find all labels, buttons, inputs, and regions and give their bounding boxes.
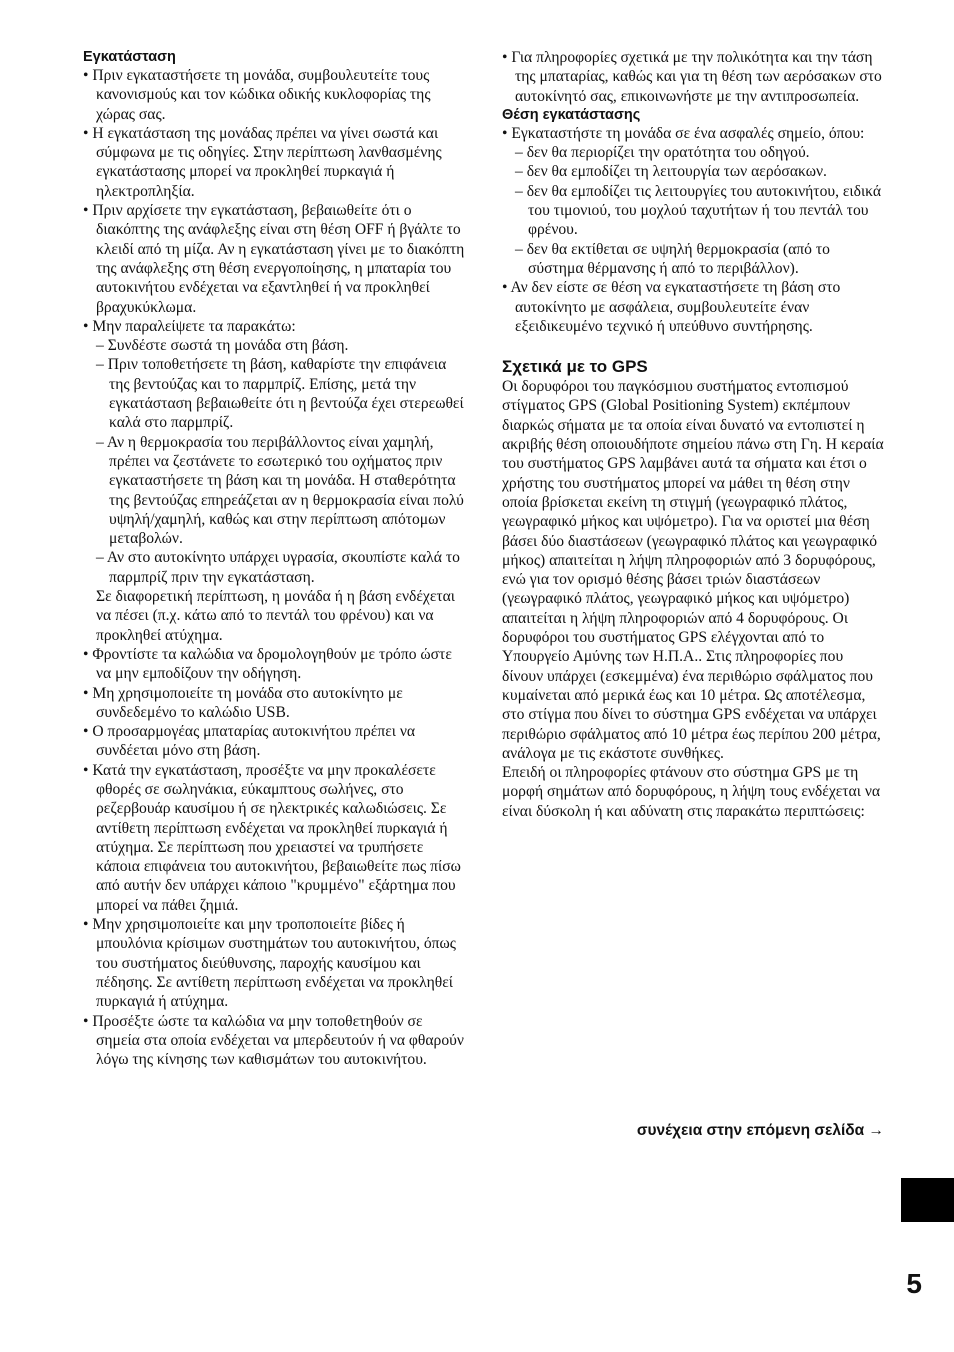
installation-bullet-item: • Μη χρησιμοποιείτε τη μονάδα στο αυτοκίνητο με συνδεδεμένο το καλώδιο USB. [83, 684, 403, 721]
gps-paragraph-2: Επειδή οι πληροφορίες φτάνουν στο σύστημα GPS με τη μορφή σημάτων από δορυφόρους, η λήψη τους ενδέχεται να είναι δύσκολη ή και αδύνατη στις παρακάτω περιπτώσεις: [502, 764, 881, 820]
position-dash-item: – δεν θα εμποδίζει τις λειτουργίες του αυτοκινήτου, ειδικά του τιμονιού, του μοχλού ταχυτήτων ή του πεντάλ του φρένου. [515, 182, 882, 239]
installation-dash-item: – Αν η θερμοκρασία του περιβάλλοντος είναι χαμηλή, πρέπει να ζεστάνετε το εσωτερικό του οχήματος πριν εγκαταστήσετε τη βάση και τη μονάδα. Η σταθερότητα της βεντούζας επηρεάζεται αν η θερμοκρασία είναι πολύ υψηλή/χαμηλή, καθώς και στην περίπτωση απότομων μεταβολών. [96, 433, 464, 548]
position-bullet-item: • Αν δεν είστε σε θέση να εγκαταστήσετε τη βάση στο αυτοκίνητο με ασφάλεια, συμβουλευτείτε έναν εξειδικευμένο τεχνικό ή υπεύθυνο συντήρησης. [502, 279, 841, 335]
installation-bullet-item: • Μην παραλείψετε τα παρακάτω: [83, 317, 296, 335]
position-dash-item: – δεν θα εμποδίζει τη λειτουργία των αερόσακων. [515, 163, 827, 181]
position-dash-item: – δεν θα περιορίζει την ορατότητα του οδηγού. [515, 144, 810, 162]
installation-heading: Εγκατάσταση [83, 49, 176, 65]
installation-bullet-item: • Ο προσαρμογέας μπαταρίας αυτοκινήτου πρέπει να συνδέεται μόνο στη βάση. [83, 723, 416, 760]
gps-paragraph-1: Οι δορυφόροι του παγκόσμιου συστήματος εντοπισμού στίγματος GPS (Global Positioning System) εκπέμπουν διαρκώς σήματα με τα οποία είναι δυνατό να εντοπιστεί η ακριβής θέση οποιουδήποτε σημείου πάνω στη Γη. Η κεραία του συστήματος GPS λαμβάνει αυτά τα σήματα και έτσι ο χρήστης του συστήματος μπορεί να μάθει τη θέση στην οποία βρίσκεται εκείνη τη στιγμή (γεωγραφικό πλάτος, γεωγραφικό μήκος και υψόμετρο). Για να οριστεί μια θέση βάσει δύο διαστάσεων (γεωγραφικό πλάτος και γεωγραφικό μήκος) απαιτείται η λήψη πληροφοριών από 3 δορυφόρους, ενώ για τον ορισμό θέσης βάσει τριών διαστάσεων (γεωγραφικό πλάτος, γεωγραφικό μήκος και υψόμετρο) απαιτείται η λήψη πληροφοριών από 4 δορυφόρους. Οι δορυφόροι του συστήματος GPS ελέγχονται από το Υπουργείο Αμύνης των Η.Π.Α.. Στις πληροφορίες που δίνουν υπάρχει (εσκεμμένα) ένα περιθώριο σφάλματος που κυμαίνεται από μερικά έως και 10 μέτρα. Ως αποτέλεσμα, στο στίγμα που δίνει το σύστημα GPS ενδέχεται να υπάρχει περιθώριο σφάλματος από 10 μέτρα έως περίπου 200 μέτρα, ανάλογα με τις εκάστοτε συνθήκες. [502, 378, 884, 762]
installation-bullet-item: • Φροντίστε τα καλώδια να δρομολογηθούν με τρόπο ώστε να μην εμποδίζουν την οδήγηση. [83, 645, 452, 683]
left-column [83, 48, 465, 1069]
installation-position-heading: Θέση εγκατάστασης [502, 106, 641, 123]
installation-bullet-item: • Κατά την εγκατάσταση, προσέξτε να μην προκαλέσετε φθορές σε σωληνάκια, εύκαμπτους σωλήνες, στο ρεζερβουάρ καυσίμου ή σε ηλεκτρικές καλωδιώσεις. Σε αντίθετη περίπτωση ενδέχεται να προκληθεί πυρκαγιά ή ατύχημα. Σε περίπτωση που χρειαστεί να τρυπήσετε κάποια επιφάνεια του αυτοκινήτου, βεβαιωθείτε πως πίσω από αυτήν δεν υπάρχει κάποιο "κρυμμένο" εξάρτημα που μπορεί να πάθει ζημιά. [83, 761, 461, 914]
installation-list [83, 66, 465, 1069]
installation-bullet-item: • Πριν αρχίσετε την εγκατάσταση, βεβαιωθείτε ότι ο διακόπτης της ανάφλεξης είναι στη θέση OFF ή βγάλτε το κλειδί από τη μίζα. Αν η εγκατάσταση γίνει με το διακόπτη της ανάφλεξης στη θέση ενεργοποίησης, η μπαταρία του αυτοκινήτου ενδέχεται να εξαντληθεί ή να προκληθεί βραχυκύκλωμα. [83, 202, 465, 316]
installation-bullet-item: • Η εγκατάσταση της μονάδας πρέπει να γίνει σωστά και σύμφωνα με τις οδηγίες. Στην περίπτωση λανθασμένης εγκατάστασης μπορεί να προκληθεί πυρκαγιά ή ηλεκτροπληξία. [83, 124, 442, 200]
section-thumb-tab [901, 1178, 954, 1222]
position-bullet-item: • Εγκαταστήστε τη μονάδα σε ένα ασφαλές σημείο, όπου: [502, 124, 865, 142]
continue-next-page-link[interactable]: συνέχεια στην επόμενη σελίδα → [636, 1122, 884, 1139]
installation-cont-item: Σε διαφορετική περίπτωση, η μονάδα ή η βάση ενδέχεται να πέσει (π.χ. κάτω από το πεντάλ του φρένου) και να προκληθεί ατύχημα. [96, 588, 456, 644]
position-dash-item: – δεν θα εκτίθεται σε υψηλή θερμοκρασία (από το σύστημα θέρμανσης ή από το περιβάλλον). [515, 240, 830, 277]
battery-info-bullet: • Για πληροφορίες σχετικά με την πολικότητα και την τάση της μπαταρίας, καθώς και για τη θέση των αερόσακων στο αυτοκίνητό σας, επικοινωνήστε με την αντιπροσωπεία. [502, 49, 882, 105]
gps-heading: Σχετικά με το GPS [502, 357, 648, 377]
installation-dash-item: – Συνδέστε σωστά τη μονάδα στη βάση. [96, 337, 349, 355]
page-number: 5 [906, 1268, 922, 1299]
right-column [502, 48, 884, 821]
installation-bullet-item: • Μην χρησιμοποιείτε και μην τροποποιείτε βίδες ή μπουλόνια κρίσιμων συστημάτων του αυτοκινήτου, όπως του συστήματος διεύθυνσης, παροχής καυσίμου και πέδησης. Σε αντίθετη περίπτωση ενδέχεται να προκληθεί πυρκαγιά ή ατύχημα. [83, 916, 456, 1011]
installation-bullet-item: • Πριν εγκαταστήσετε τη μονάδα, συμβουλευτείτε τους κανονισμούς και τον κώδικα οδικής κυκλοφορίας της χώρας σας. [83, 67, 431, 123]
installation-bullet-item: • Προσέξτε ώστε τα καλώδια να μην τοποθετηθούν σε σημεία στα οποία ενδέχεται να μπερδευτούν ή να φθαρούν λόγω της κίνησης των καθισμάτων του αυτοκινήτου. [83, 1012, 464, 1069]
installation-dash-item: – Αν στο αυτοκίνητο υπάρχει υγρασία, σκουπίστε καλά το παρμπρίζ πριν την εγκατάσταση. [96, 549, 460, 586]
installation-dash-item: – Πριν τοποθετήσετε τη βάση, καθαρίστε την επιφάνεια της βεντούζας και το παρμπρίζ. Επίσης, μετά την εγκατάσταση βεβαιωθείτε ότι η βεντούζα έχει στερεωθεί καλά στο παρμπρίζ. [96, 356, 464, 432]
installation-position-list [502, 124, 884, 336]
